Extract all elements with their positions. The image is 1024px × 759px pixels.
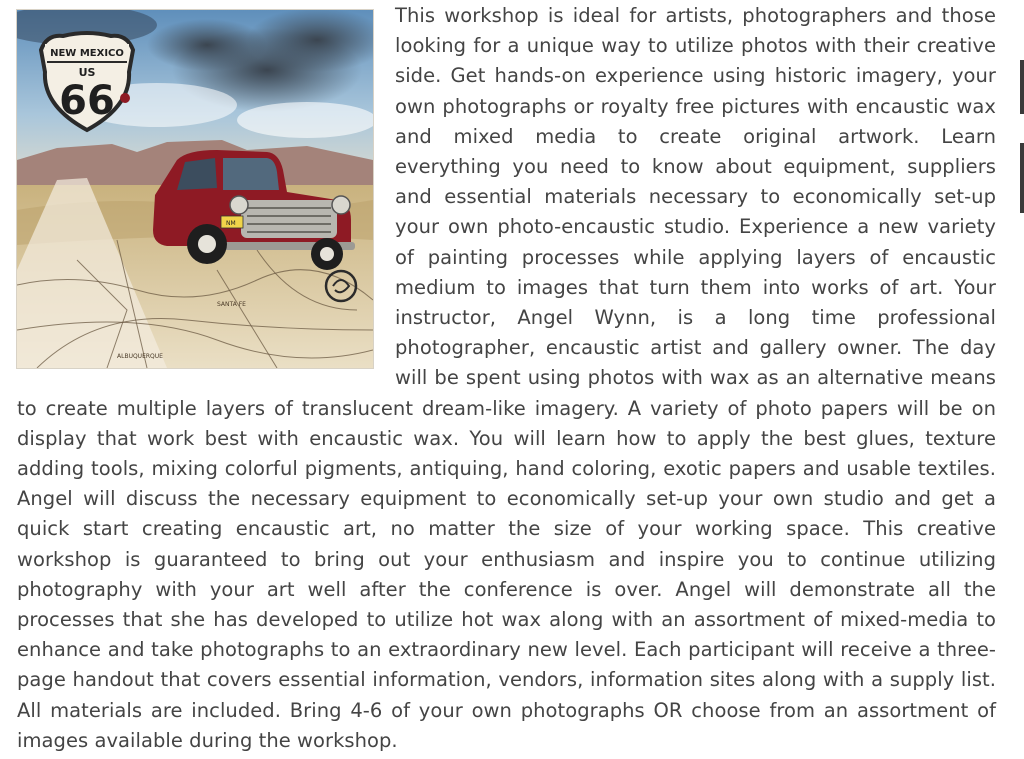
- map-label-santa-fe: SANTA FE: [217, 301, 246, 308]
- workshop-description: This workshop is ideal for artists, photographers and those looking for a unique way to utilize photos with their creative side. Get hands-on experience using historic imagery, your own photographs or royalty free pictures with encaustic wax and mixed media to create original artwork. Learn everything you need to know about equipment, suppliers and essential materials necessary to economically set-up your own photo-encaustic studio. Experience a new variety of painting processes while applying layers of encaustic medium to images that turn them into works of art. Your instructor, Angel Wynn, is a long time professional photographer, encaustic artist and gallery owner. The day will be spent using photos with wax as an alternative means to create multiple layers of translucent dream-like imagery. A variety of photo papers will be on display that work best with encaustic wax. You will learn how to apply the best glues, texture adding tools, mixing colorful pigments, antiquing, hand coloring, exotic papers and usable textiles. Angel will discuss the necessary equipment to economically set-up your own studio and get a quick start creating encaustic art, no matter the size of your working space. This creative workshop is guaranteed to bring out your enthusiasm and inspire you to continue utilizing photography with your art well after the conference is over. Angel will demonstrate all the processes that she has developed to utilize hot wax along with an assortment of mixed-media to enhance and take photographs to an extraordinary new level. Each participant will receive a three-page handout that covers essential information, vendors, information sites along with a supply list. All materials are included. Bring 4-6 of your own photographs OR choose from an assortment of images available during the workshop.: [17, 4, 996, 752]
- scrollbar-edge: [1020, 60, 1024, 114]
- shield-country-label: US: [78, 66, 96, 79]
- scrollbar-edge-secondary: [1020, 143, 1024, 213]
- route-66-truck-artwork: [17, 10, 373, 368]
- license-plate: NM: [226, 220, 236, 227]
- shield-route-number: 66: [59, 78, 115, 124]
- map-label-albuquerque: ALBUQUERQUE: [117, 353, 163, 360]
- shield-state-label: NEW MEXICO: [50, 48, 124, 59]
